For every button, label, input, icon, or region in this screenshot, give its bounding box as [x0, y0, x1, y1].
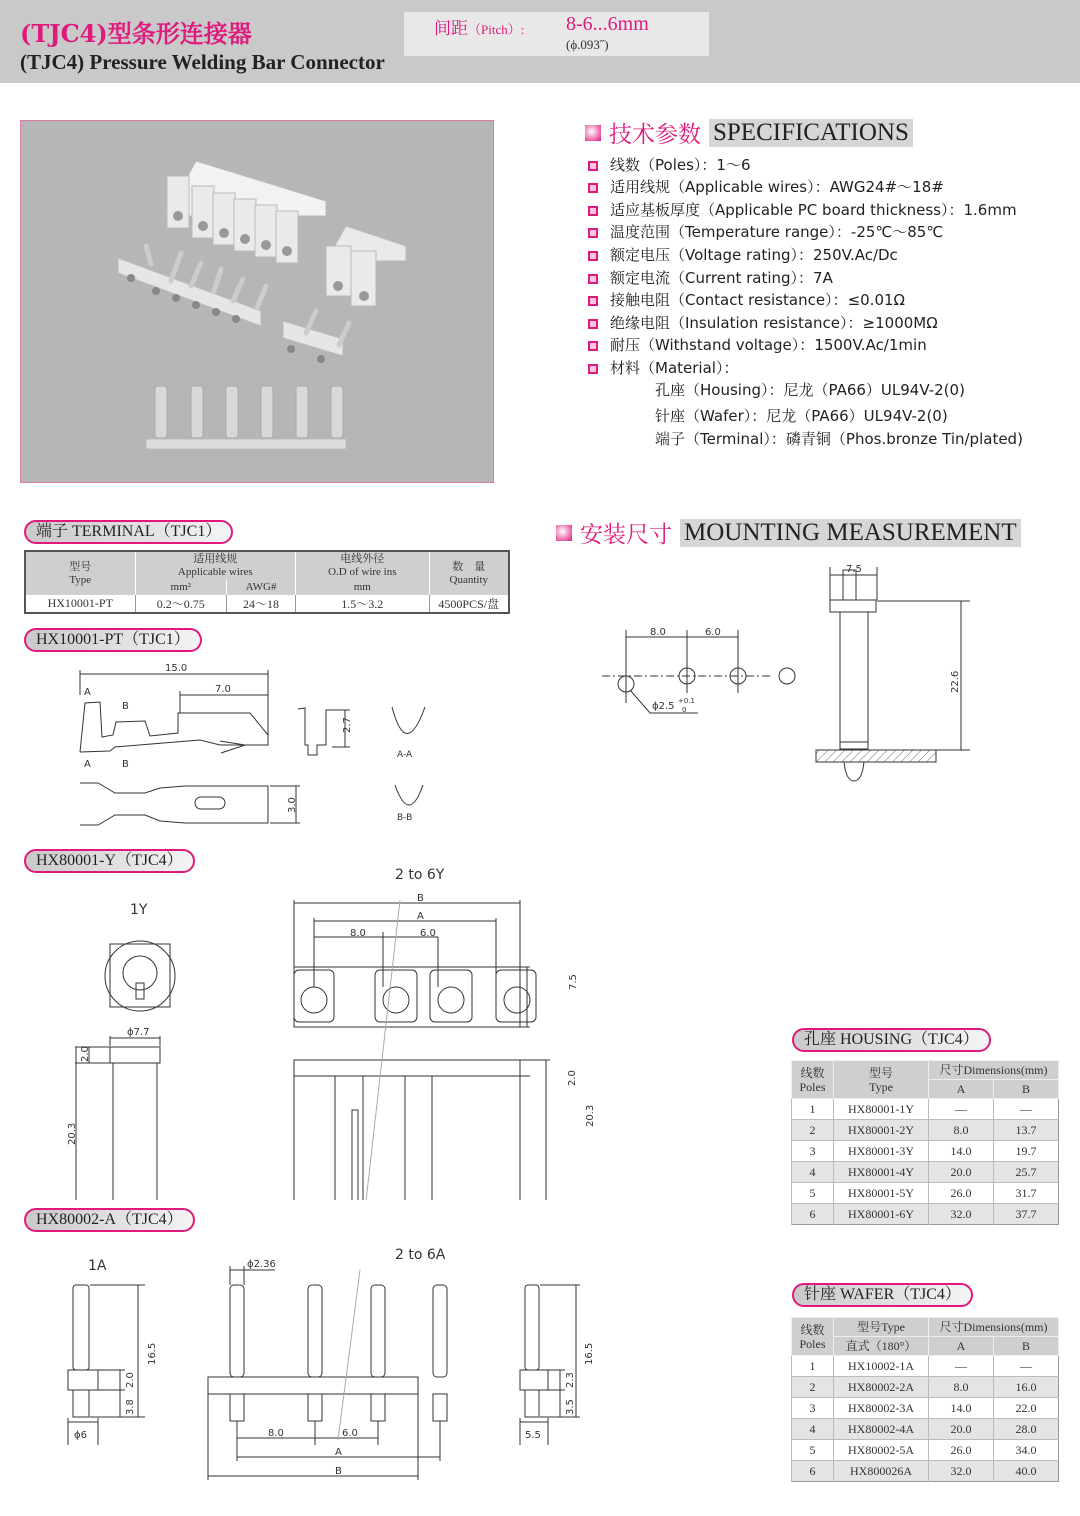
material-value: ：磷青铜（Phos.bronze Tin/plated) — [770, 430, 1023, 448]
dim-pin-dia: ϕ2.36 — [247, 1259, 276, 1270]
th-od-en: O.D of wire ins — [328, 566, 397, 578]
cell-b: 19.7 — [994, 1141, 1059, 1162]
pitch-label — [434, 14, 524, 39]
cell-a: 14.0 — [929, 1141, 994, 1162]
dim-dia1: ϕ6 — [74, 1430, 87, 1441]
spec-item — [588, 334, 927, 355]
mounting-title-en: MOUNTING MEASUREMENT — [680, 519, 1021, 547]
spec-value: ：1～6 — [701, 156, 751, 174]
cell-type: HX80002-4A — [834, 1419, 929, 1440]
spec-item — [588, 267, 833, 288]
cell-a: 26.0 — [929, 1440, 994, 1461]
table-row — [792, 1356, 1059, 1377]
th-od-cn: 电线外径 — [340, 553, 385, 565]
mount-hole: ϕ2.5 — [652, 701, 675, 712]
spec-label: 接触电阻（Contact resistance） — [610, 291, 833, 309]
material-item — [655, 405, 948, 426]
material-label: 孔座（Housing） — [655, 381, 769, 399]
housing-table — [791, 1060, 1059, 1225]
th-a: A — [929, 1080, 994, 1099]
terminal-drawing — [20, 655, 450, 835]
cell-poles: 2 — [792, 1120, 834, 1141]
th-qty — [429, 551, 509, 595]
wafer-drawing — [20, 1240, 620, 1490]
pill-en: WAFER（TJC4） — [840, 1286, 961, 1303]
cell-poles: 4 — [792, 1419, 834, 1440]
cell-type: HX80002-5A — [834, 1440, 929, 1461]
cell-a: 26.0 — [929, 1183, 994, 1204]
mount-pitch-1: 8.0 — [650, 627, 666, 638]
label-2-to-6a: 2 to 6A — [395, 1247, 446, 1263]
wafer-6-pin — [118, 246, 266, 326]
dim-base1: 2.0 — [125, 1372, 136, 1388]
cell-a: 8.0 — [929, 1120, 994, 1141]
th-poles — [792, 1318, 834, 1356]
material-value: ：尼龙（PA66）UL94V-2(0) — [751, 407, 948, 425]
th-wires-cn: 适用线规 — [193, 553, 238, 565]
dim-base2: 2.3 — [565, 1372, 576, 1388]
th-poles-en: Poles — [799, 1079, 826, 1094]
section-bb: B-B — [397, 813, 413, 823]
spec-value: ：1.6mm — [948, 201, 1017, 219]
spec-label: 温度范围（Temperature range） — [610, 223, 836, 241]
cell-a: — — [929, 1356, 994, 1377]
dim-depth: 7.5 — [568, 974, 579, 990]
th-a: A — [929, 1337, 994, 1356]
th-wires — [135, 551, 296, 580]
page-title-en: (TJC4) Pressure Welding Bar Connector — [20, 50, 385, 74]
spec-item — [588, 199, 1017, 220]
cell-type: HX80001-5Y — [834, 1183, 929, 1204]
cell-poles: 1 — [792, 1356, 834, 1377]
dim-length: 15.0 — [165, 663, 188, 674]
spec-item — [588, 357, 738, 378]
spec-label: 线数（Poles） — [610, 156, 702, 174]
cell-a: 14.0 — [929, 1398, 994, 1419]
pitch-value: 8-6...6mm — [566, 13, 649, 35]
spec-item — [588, 176, 944, 197]
pitch-box — [404, 12, 709, 56]
dim-b: B — [335, 1466, 342, 1477]
table-row — [792, 1120, 1059, 1141]
wafer-2-pin — [283, 311, 349, 363]
cell-a: 32.0 — [929, 1204, 994, 1225]
dim-w2: 5.5 — [525, 1430, 541, 1441]
wafer-table — [791, 1317, 1059, 1482]
th-qty-en: Quantity — [449, 573, 488, 586]
pitch-label-cn: 间距 — [434, 19, 468, 39]
label-2-to-6y: 2 to 6Y — [395, 867, 445, 883]
cell-a: 32.0 — [929, 1461, 994, 1482]
table-row — [25, 595, 509, 613]
table-row — [792, 1204, 1059, 1225]
square-bullet-icon — [588, 341, 598, 351]
th-qty-cn: 数 量 — [452, 560, 486, 573]
dim-height: 2.7 — [342, 717, 353, 733]
th-wires-en: Applicable wires — [177, 566, 253, 578]
square-bullet-icon — [588, 364, 598, 374]
dim-p1: 8.0 — [268, 1428, 284, 1439]
table-row — [792, 1419, 1059, 1440]
cell-poles: 5 — [792, 1183, 834, 1204]
mark-a-bottom: A — [84, 759, 91, 770]
square-bullet-icon — [588, 228, 598, 238]
pitch-label-en: （Pitch）: — [468, 22, 525, 37]
dim-pitch-6: 6.0 — [420, 928, 436, 939]
pill-cn: 孔座 — [804, 1031, 837, 1048]
th-type-en: Type — [869, 1079, 893, 1094]
mount-tol-minus: 0 — [682, 706, 687, 714]
th-type-cn: 型号 — [69, 560, 92, 573]
material-label: 端子（Terminal） — [655, 430, 771, 448]
mark-b-top: B — [122, 701, 129, 712]
spec-label: 绝缘电阻（Insulation resistance） — [610, 314, 848, 332]
cell-b: 28.0 — [994, 1419, 1059, 1440]
cell-b: 40.0 — [994, 1461, 1059, 1482]
th-type-cn: 型号 — [868, 1065, 893, 1080]
cell-type: HX80001-6Y — [834, 1204, 929, 1225]
cell-type: HX80002-2A — [834, 1377, 929, 1398]
table-row — [792, 1440, 1059, 1461]
dim-a: A — [335, 1447, 342, 1458]
housing-6-pole — [166, 161, 326, 263]
dim-pitch-8: 8.0 — [350, 928, 366, 939]
cell-od: 1.5～3.2 — [296, 595, 429, 613]
spec-item — [588, 312, 938, 333]
cell-poles: 4 — [792, 1162, 834, 1183]
dim-a: A — [417, 911, 424, 922]
cell-a: 20.0 — [929, 1162, 994, 1183]
spec-label: 适用线规（Applicable wires） — [610, 178, 815, 196]
cell-a: 8.0 — [929, 1377, 994, 1398]
housing-table-pill — [792, 1028, 991, 1052]
square-bullet-icon — [588, 183, 598, 193]
spec-item — [588, 289, 905, 310]
material-item — [655, 379, 965, 400]
terminal-pill-label: 端子 TERMINAL（TJC1） — [24, 520, 233, 544]
spec-value: ：1500V.Ac/1min — [799, 336, 927, 354]
mounting-drawing — [590, 555, 970, 795]
pill-en: HOUSING（TJC4） — [840, 1031, 979, 1048]
spec-value: ：AWG24#～18# — [814, 178, 944, 196]
pitch-sub: (ϕ.093˝) — [566, 37, 609, 52]
square-bullet-icon — [588, 161, 598, 171]
label-1a: 1A — [88, 1258, 107, 1274]
cell-b: 31.7 — [994, 1183, 1059, 1204]
spec-label: 额定电压（Voltage rating） — [610, 246, 798, 264]
square-bullet-icon — [588, 274, 598, 284]
pill-cn: 针座 — [804, 1286, 837, 1303]
dim-dia-7-7: ϕ7.7 — [127, 1027, 150, 1038]
cell-b: 34.0 — [994, 1440, 1059, 1461]
cell-poles: 6 — [792, 1204, 834, 1225]
square-bullet-icon — [588, 206, 598, 216]
mounting-heading — [556, 516, 1021, 549]
specifications-title-cn: 技术参数 — [609, 122, 701, 148]
cell-poles: 3 — [792, 1398, 834, 1419]
cell-type: HX10001-PT — [25, 595, 135, 613]
cell-qty: 4500PCS/盘 — [429, 595, 509, 613]
mount-width: 7.5 — [846, 564, 862, 575]
spec-label: 材料（Material） — [610, 359, 724, 377]
table-row — [792, 1162, 1059, 1183]
th-awg: AWG# — [227, 580, 296, 595]
product-illustration — [21, 121, 493, 482]
th-b: B — [994, 1080, 1059, 1099]
table-row — [792, 1398, 1059, 1419]
dim-width: 3.0 — [287, 797, 298, 813]
cell-type: HX80002-3A — [834, 1398, 929, 1419]
square-bullet-icon — [556, 525, 572, 541]
terminal-table — [24, 550, 510, 614]
specifications-title-en: SPECIFICATIONS — [709, 119, 913, 147]
table-row — [792, 1099, 1059, 1120]
th-mm2: mm² — [135, 580, 227, 595]
spec-value: ：7A — [798, 269, 833, 287]
label-1y: 1Y — [130, 902, 148, 918]
spec-item — [588, 221, 943, 242]
cell-type: HX10002-1A — [834, 1356, 929, 1377]
cell-b: 25.7 — [994, 1162, 1059, 1183]
terminal-drawing-pill: HX10001-PT（TJC1） — [24, 628, 202, 652]
dim-h1: 16.5 — [147, 1342, 158, 1365]
dim-tail2: 3.5 — [565, 1399, 576, 1415]
th-poles — [792, 1061, 834, 1099]
dim-h2: 16.5 — [584, 1342, 595, 1365]
cell-a: — — [929, 1099, 994, 1120]
cell-mm2: 0.2～0.75 — [135, 595, 227, 613]
dim-p2: 6.0 — [342, 1428, 358, 1439]
dim-cap: 2.0 — [80, 1046, 91, 1062]
spec-item — [588, 244, 898, 265]
table-row — [792, 1183, 1059, 1204]
cell-b: 16.0 — [994, 1377, 1059, 1398]
cell-type: HX80001-3Y — [834, 1141, 929, 1162]
material-label: 针座（Wafer） — [655, 407, 752, 425]
square-bullet-icon — [588, 319, 598, 329]
dim-tail1: 3.8 — [125, 1399, 136, 1415]
th-od-unit: mm — [296, 580, 429, 595]
mount-height: 22.6 — [950, 670, 961, 693]
wafer-table-pill — [792, 1283, 973, 1307]
th-dimensions: 尺寸Dimensions(mm) — [929, 1061, 1059, 1080]
square-bullet-icon — [585, 125, 601, 141]
square-bullet-icon — [588, 296, 598, 306]
spec-item — [588, 154, 751, 175]
th-type — [834, 1061, 929, 1099]
spec-value: ：250V.Ac/Dc — [797, 246, 898, 264]
cell-type: HX80001-2Y — [834, 1120, 929, 1141]
cell-b: — — [994, 1356, 1059, 1377]
section-aa: A-A — [397, 750, 413, 760]
spec-label: 适应基板厚度（Applicable PC board thickness） — [610, 201, 949, 219]
spec-value: ：-25℃～85℃ — [835, 223, 944, 241]
spec-value: ： — [723, 359, 739, 377]
spec-label: 额定电流（Current rating） — [610, 269, 799, 287]
product-photo — [20, 120, 494, 483]
th-b: B — [994, 1337, 1059, 1356]
cell-poles: 3 — [792, 1141, 834, 1162]
square-bullet-icon — [588, 251, 598, 261]
mark-a-top: A — [84, 687, 91, 698]
mount-tol-plus: +0.1 — [678, 697, 695, 705]
mark-b-bottom: B — [122, 759, 129, 770]
cell-type: HX80001-4Y — [834, 1162, 929, 1183]
dim-height2: 20.3 — [585, 1104, 596, 1127]
th-poles-cn: 线数 — [800, 1322, 825, 1337]
spec-label: 耐压（Withstand voltage） — [610, 336, 800, 354]
th-poles-cn: 线数 — [800, 1065, 825, 1080]
cell-a: 20.0 — [929, 1419, 994, 1440]
cell-b: 22.0 — [994, 1398, 1059, 1419]
cell-poles: 1 — [792, 1099, 834, 1120]
housing-drawing-pill: HX80001-Y（TJC4） — [24, 849, 195, 873]
dim-cap2: 2.0 — [567, 1070, 578, 1086]
mount-pitch-2: 6.0 — [705, 627, 721, 638]
page-title-cn: (TJC4)型条形连接器 — [20, 19, 252, 48]
cell-poles: 6 — [792, 1461, 834, 1482]
th-poles-en: Poles — [799, 1336, 826, 1351]
table-row — [792, 1377, 1059, 1398]
terminal-strip — [146, 386, 346, 449]
table-row — [792, 1461, 1059, 1482]
mounting-title-cn: 安装尺寸 — [580, 522, 672, 548]
header-banner — [0, 0, 1080, 83]
dim-crimp: 7.0 — [215, 684, 231, 695]
th-type-en: Type — [69, 573, 92, 586]
spec-value: ：≤0.01Ω — [832, 291, 905, 309]
cell-type: HX80001-1Y — [834, 1099, 929, 1120]
table-row — [792, 1141, 1059, 1162]
cell-b: 13.7 — [994, 1120, 1059, 1141]
wafer-drawing-pill: HX80002-A（TJC4） — [24, 1208, 195, 1232]
housing-drawing — [20, 860, 620, 1200]
dim-height-20-3: 20.3 — [67, 1122, 78, 1145]
spec-value: ：≥1000MΩ — [847, 314, 938, 332]
th-type — [25, 551, 135, 595]
cell-type: HX800026A — [834, 1461, 929, 1482]
cell-poles: 5 — [792, 1440, 834, 1461]
th-type: 型号Type — [834, 1318, 929, 1337]
material-item — [655, 428, 1023, 449]
cell-poles: 2 — [792, 1377, 834, 1398]
cell-b: 37.7 — [994, 1204, 1059, 1225]
cell-awg: 24～18 — [227, 595, 296, 613]
dim-b: B — [417, 893, 424, 904]
cell-b: — — [994, 1099, 1059, 1120]
material-value: ：尼龙（PA66）UL94V-2(0) — [768, 381, 965, 399]
th-od — [296, 551, 429, 580]
specifications-heading — [585, 116, 913, 149]
th-dimensions: 尺寸Dimensions(mm) — [929, 1318, 1059, 1337]
th-type-sub: 直式（180°） — [834, 1337, 929, 1356]
